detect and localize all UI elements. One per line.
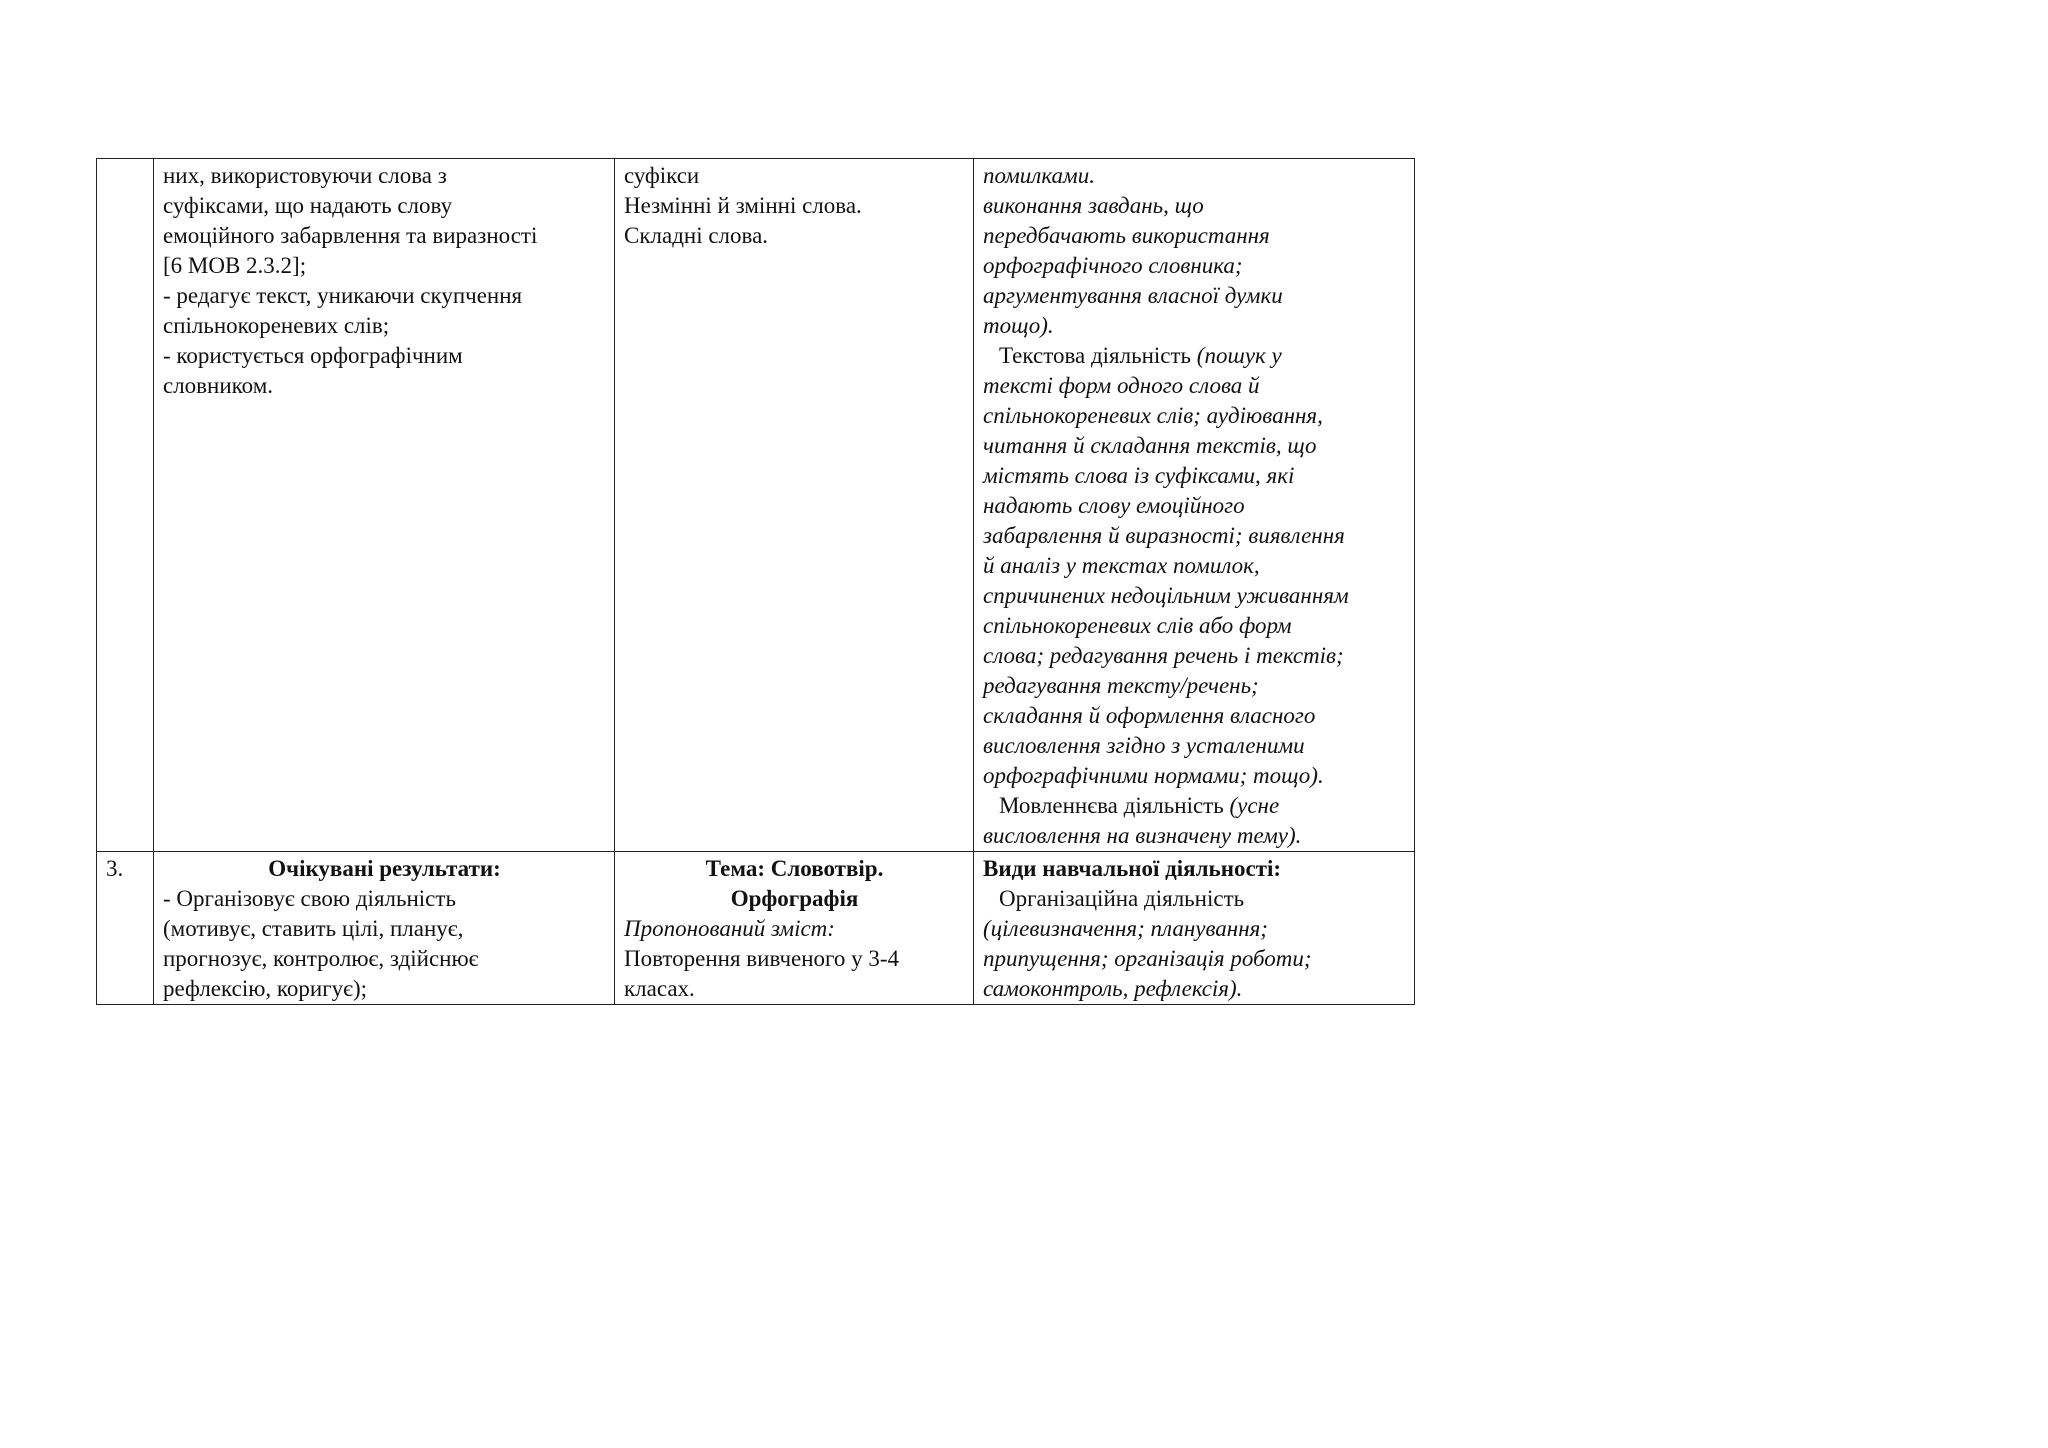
speech-activity-label: Мовленнєва діяльність <box>999 793 1224 818</box>
text-line: них, використовуючи слова з <box>163 163 447 188</box>
text-line: тексті форм одного слова й <box>983 373 1260 398</box>
text-line: забарвлення й виразності; виявлення <box>983 523 1345 548</box>
text-line: спільнокореневих слів або форм <box>983 613 1292 638</box>
text-line: - користується орфографічним <box>163 343 463 368</box>
text-line: й аналіз у текстах помилок, <box>983 553 1260 578</box>
text-activity-label: Текстова діяльність <box>999 343 1192 368</box>
activities-cell <box>974 159 1415 852</box>
text-line: [6 МОВ 2.3.2]; <box>163 253 307 278</box>
text-line: редагування тексту/речень; <box>983 673 1259 698</box>
text-line: висловлення на визначену тему). <box>983 823 1302 848</box>
text-line: Повторення вивченого у 3-4 <box>624 946 900 971</box>
text-line: орфографічного словника; <box>983 253 1243 278</box>
expected-results-cell <box>154 159 615 852</box>
text-line: припущення; організація роботи; <box>983 946 1312 971</box>
text-line: виконання завдань, що <box>983 193 1204 218</box>
text-line: тощо). <box>983 313 1054 338</box>
text-line: читання й складання текстів, що <box>983 433 1317 458</box>
text-line: спричинених недоцільним уживанням <box>983 583 1349 608</box>
text-line: самоконтроль, рефлексія). <box>983 976 1243 1001</box>
text-line: передбачають використання <box>983 223 1270 248</box>
text-line: висловлення згідно з усталеними <box>983 733 1305 758</box>
proposed-content-cell <box>615 159 974 852</box>
activities-heading: Види навчальної діяльності: <box>983 856 1282 881</box>
text-line: словником. <box>163 373 274 398</box>
topic-title: Орфографія <box>730 886 859 911</box>
expected-results-cell <box>154 852 615 1005</box>
text-line: класах. <box>624 976 695 1001</box>
text-line: спільнокореневих слів; <box>163 313 390 338</box>
text-line: емоційного забарвлення та виразності <box>163 223 538 248</box>
text-line: Незмінні й змінні слова. <box>624 193 862 218</box>
topic-title: Тема: Словотвір. <box>705 856 884 881</box>
row-number-cell: 3. <box>97 852 154 1005</box>
text-line: орфографічними нормами; тощо). <box>983 763 1324 788</box>
text-line: рефлексію, коригує); <box>163 976 368 1001</box>
proposed-content-label: Пропонований зміст: <box>624 916 835 941</box>
text-line: (мотивує, ставить цілі, планує, <box>163 916 464 941</box>
activities-cell <box>974 852 1415 1005</box>
text-line: прогнозує, контролює, здійснює <box>163 946 479 971</box>
text-line: - редагує текст, уникаючи скупчення <box>163 283 523 308</box>
text-line: надають слову емоційного <box>983 493 1245 518</box>
org-activity-label: Організаційна діяльність <box>999 886 1245 911</box>
text-line: суфіксами, що надають слову <box>163 193 453 218</box>
proposed-content-cell <box>615 852 974 1005</box>
text-line: слова; редагування речень і текстів; <box>983 643 1344 668</box>
text-activity-line: Текстова діяльність (пошук у <box>999 343 1282 368</box>
table-row <box>97 852 1415 1005</box>
curriculum-table <box>96 158 1415 1005</box>
results-heading: Очікувані результати: <box>268 856 501 881</box>
row-number-cell <box>97 159 154 852</box>
text-line: - Організовує свою діяльність <box>163 886 456 911</box>
speech-activity-line: Мовленнєва діяльність (усне <box>999 793 1280 818</box>
text-line: складання й оформлення власного <box>983 703 1316 728</box>
text-line: Складні слова. <box>624 223 769 248</box>
text-line: помилками. <box>983 163 1095 188</box>
table-row <box>97 159 1415 852</box>
text-line: (цілевизначення; планування; <box>983 916 1268 941</box>
text-line: аргументування власної думки <box>983 283 1283 308</box>
text-line: суфікси <box>624 163 700 188</box>
text-line: містять слова із суфіксами, які <box>983 463 1295 488</box>
text-line: спільнокореневих слів; аудіювання, <box>983 403 1323 428</box>
